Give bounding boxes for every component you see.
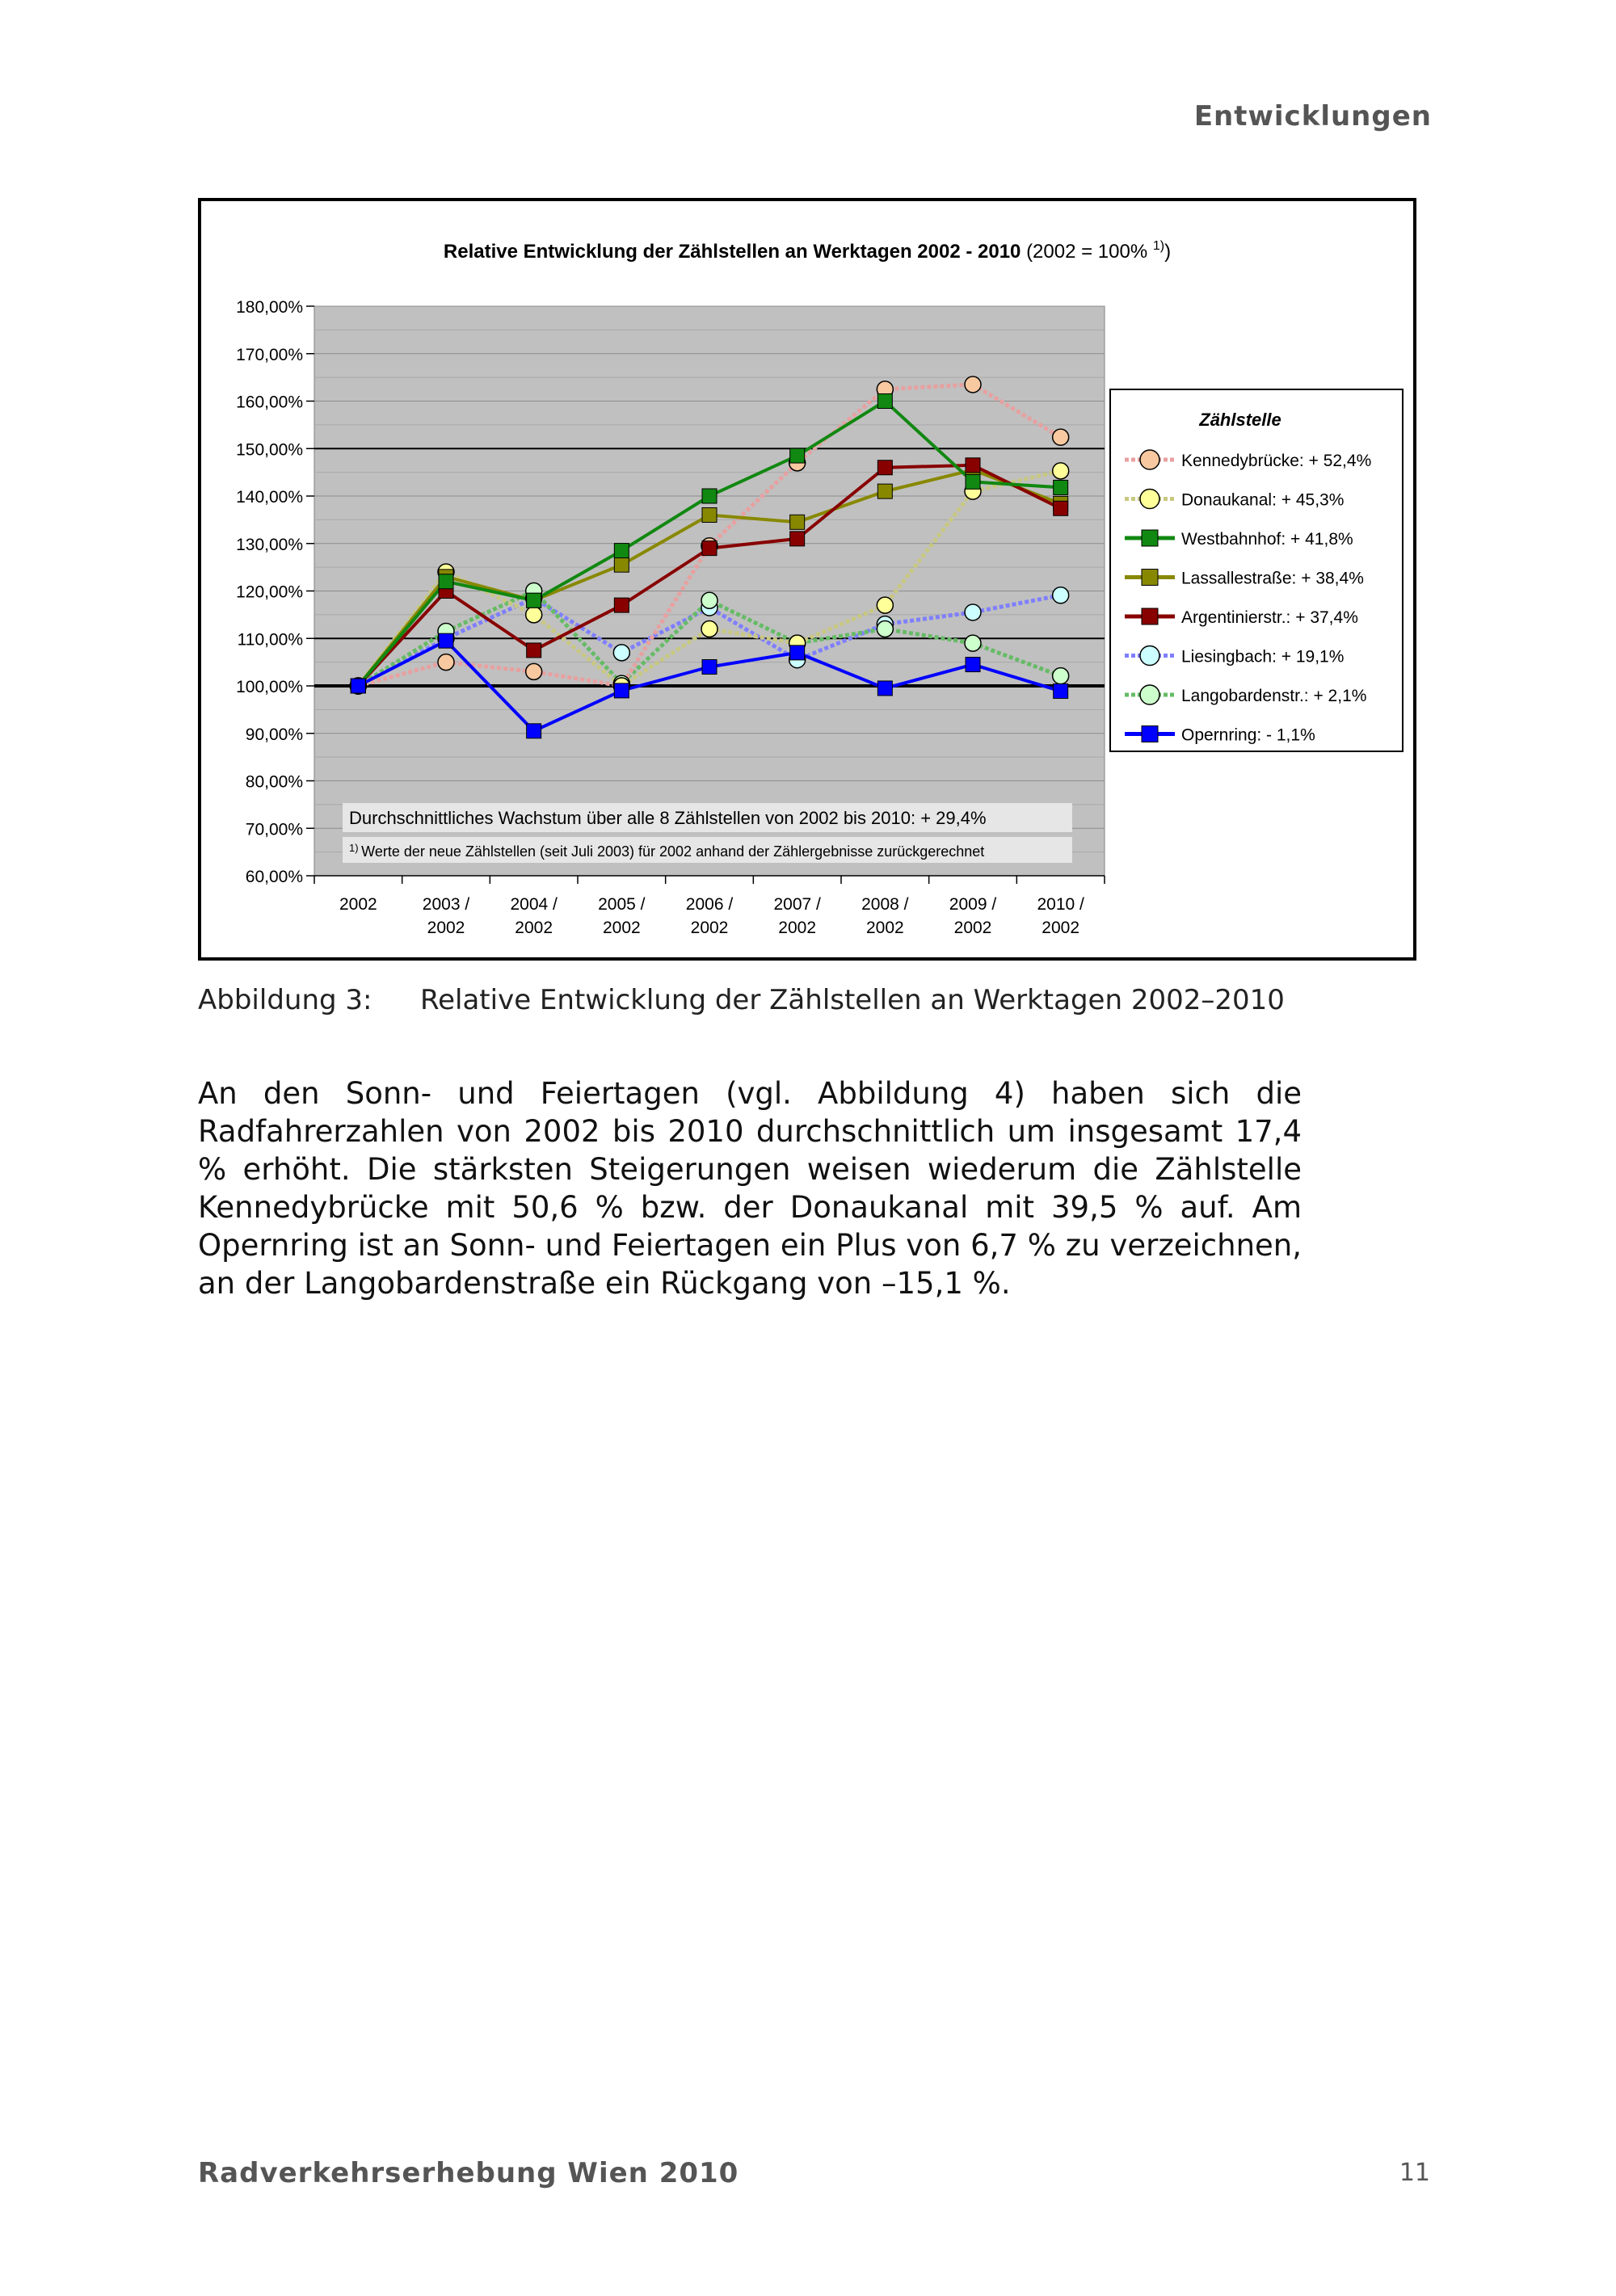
series-point bbox=[1053, 668, 1069, 684]
chart-title-bold: Relative Entwicklung der Zählstellen an Werktagen 2002 - 2010 bbox=[443, 241, 1027, 263]
x-tick-label-line: 2002 bbox=[953, 919, 992, 937]
x-tick-label bbox=[1037, 895, 1084, 937]
y-tick-label: 90,00% bbox=[245, 725, 303, 744]
series-point bbox=[877, 621, 893, 637]
y-tick-label: 180,00% bbox=[236, 298, 303, 317]
y-tick-label: 110,00% bbox=[237, 630, 303, 650]
x-tick-label bbox=[686, 895, 734, 937]
chart-title-sup: 1) bbox=[1152, 239, 1165, 253]
series-point bbox=[527, 724, 541, 738]
legend-label: Argentinierstr.: + 37,4% bbox=[1181, 608, 1358, 627]
y-tick-label: 130,00% bbox=[236, 535, 303, 554]
series-point bbox=[526, 607, 542, 623]
series-point bbox=[1054, 683, 1068, 698]
page-header-title: Entwicklungen bbox=[1193, 100, 1432, 132]
x-tick-label-line: 2010 / bbox=[1037, 895, 1084, 914]
legend-label: Kennedybrücke: + 52,4% bbox=[1181, 452, 1372, 470]
x-tick-label-line: 2005 / bbox=[598, 895, 646, 914]
caption-text: Relative Entwicklung der Zählstellen an Werktagen 2002–2010 bbox=[420, 984, 1285, 1016]
chart-title bbox=[444, 239, 1171, 263]
legend-marker bbox=[1142, 608, 1158, 624]
series-point bbox=[439, 633, 453, 648]
x-tick-label: 2002 bbox=[339, 895, 377, 914]
y-tick-label: 150,00% bbox=[236, 440, 303, 460]
x-tick-label-line: 2007 / bbox=[773, 895, 821, 914]
legend-marker bbox=[1140, 490, 1159, 509]
legend-label: Lassallestraße: + 38,4% bbox=[1181, 569, 1364, 588]
series-point bbox=[527, 593, 541, 608]
x-tick-label-line: 2002 bbox=[515, 919, 553, 937]
x-tick-label-line: 2002 bbox=[865, 919, 904, 937]
series-point bbox=[790, 515, 805, 529]
series-point bbox=[701, 621, 718, 637]
note-footnote-text: Werte der neue Zählstellen (seit Juli 2003) für 2002 anhand der Zählergebnisse zurückgerechnet bbox=[361, 843, 985, 860]
x-tick-label-line: 2002 bbox=[690, 919, 729, 937]
x-tick-label bbox=[598, 895, 646, 937]
chart-title-close: ) bbox=[1164, 241, 1172, 263]
legend-marker bbox=[1140, 646, 1159, 666]
series-point bbox=[701, 592, 718, 608]
series-point bbox=[614, 557, 629, 572]
series-point bbox=[614, 598, 629, 612]
x-tick-label-line: 2003 / bbox=[422, 895, 470, 914]
y-tick-label: 80,00% bbox=[245, 772, 303, 792]
series-point bbox=[877, 484, 892, 498]
legend-marker bbox=[1140, 685, 1159, 704]
line-chart bbox=[201, 201, 1413, 957]
x-tick-label-line: 2009 / bbox=[949, 895, 997, 914]
y-tick-label: 170,00% bbox=[236, 345, 303, 364]
x-tick-label-line: 2002 bbox=[1042, 919, 1080, 937]
series-point bbox=[351, 679, 365, 693]
series-point bbox=[702, 660, 717, 675]
y-tick-label: 60,00% bbox=[245, 868, 303, 886]
x-tick-label bbox=[510, 895, 558, 937]
x-tick-label bbox=[423, 895, 470, 937]
note-footnote-mark: 1) bbox=[349, 842, 362, 854]
y-tick-label: 160,00% bbox=[236, 393, 303, 412]
series-point bbox=[527, 643, 541, 658]
x-tick-label bbox=[949, 895, 997, 937]
x-tick-label-line: 2008 / bbox=[861, 895, 909, 914]
series-point bbox=[613, 645, 629, 661]
chart-title-normal: (2002 = 100% bbox=[1026, 241, 1153, 263]
series-point bbox=[965, 604, 981, 620]
x-tick-label bbox=[773, 895, 821, 937]
footer-title: Radverkehrserhebung Wien 2010 bbox=[198, 2157, 739, 2189]
series-point bbox=[965, 376, 981, 393]
figure-caption bbox=[198, 984, 1285, 1016]
series-point bbox=[438, 654, 454, 671]
x-tick-label-line: 2004 / bbox=[510, 895, 558, 914]
series-point bbox=[790, 448, 805, 463]
series-point bbox=[702, 541, 717, 556]
legend-label: Langobardenstr.: + 2,1% bbox=[1181, 687, 1367, 705]
x-tick-label-line: 2002 bbox=[427, 919, 465, 937]
y-tick-label: 100,00% bbox=[236, 678, 303, 696]
series-point bbox=[1053, 463, 1069, 479]
series-point bbox=[790, 645, 805, 660]
series-point bbox=[966, 474, 980, 489]
series-point bbox=[966, 658, 980, 672]
series-point bbox=[1053, 429, 1069, 445]
y-tick-label: 140,00% bbox=[236, 488, 303, 507]
page-number: 11 bbox=[1399, 2159, 1430, 2187]
legend-marker bbox=[1142, 726, 1158, 742]
series-point bbox=[877, 681, 892, 696]
series-point bbox=[439, 574, 453, 589]
series-point bbox=[965, 635, 981, 651]
legend-marker bbox=[1140, 450, 1159, 469]
x-tick-label bbox=[861, 895, 909, 937]
legend-label: Liesingbach: + 19,1% bbox=[1181, 647, 1345, 667]
legend-label: Opernring: - 1,1% bbox=[1181, 725, 1315, 745]
series-point bbox=[877, 597, 893, 613]
legend-marker bbox=[1142, 570, 1158, 586]
series-point bbox=[614, 683, 629, 698]
legend-marker bbox=[1142, 530, 1158, 546]
series-point bbox=[702, 508, 717, 523]
x-tick-label-line: 2002 bbox=[778, 919, 817, 937]
series-point bbox=[702, 489, 717, 503]
y-tick-label: 120,00% bbox=[236, 582, 303, 602]
body-paragraph: An den Sonn- und Feiertagen (vgl. Abbildung 4) haben sich die Radfahrerzahlen von 2002 bis 2010 durchschnittlich um insgesamt 17,4 % erhöht. Die stärksten Steigerungen weisen wiederum die Zählstelle Kennedybrücke mit 50,6 % bzw. der Donaukanal mit 39,5 % auf. Am Opernring ist an Sonn- und Feiertagen ein Plus von 6,7 % zu verzeichnen, an der Langobardenstraße ein Rückgang von –15,1 %. bbox=[198, 1076, 1302, 1301]
y-tick-label: 70,00% bbox=[245, 820, 303, 839]
series-point bbox=[614, 544, 629, 558]
series-point bbox=[1054, 501, 1068, 515]
caption-number: Abbildung 3: bbox=[198, 984, 372, 1016]
series-point bbox=[1053, 587, 1069, 603]
series-point bbox=[1054, 480, 1068, 494]
note-growth: Durchschnittliches Wachstum über alle 8 Zählstellen von 2002 bis 2010: + 29,4% bbox=[349, 808, 987, 828]
series-point bbox=[877, 460, 892, 475]
note-footnote bbox=[349, 842, 984, 860]
series-point bbox=[966, 458, 980, 473]
legend-label: Westbahnhof: + 41,8% bbox=[1181, 530, 1353, 549]
x-tick-label-line: 2006 / bbox=[685, 895, 734, 914]
series-point bbox=[790, 532, 805, 546]
legend-label: Donaukanal: + 45,3% bbox=[1181, 490, 1345, 510]
legend-title: Zählstelle bbox=[1199, 410, 1281, 430]
chart-frame bbox=[198, 198, 1416, 961]
x-tick-label-line: 2002 bbox=[602, 919, 641, 937]
series-point bbox=[526, 663, 542, 679]
series-point bbox=[877, 394, 892, 409]
